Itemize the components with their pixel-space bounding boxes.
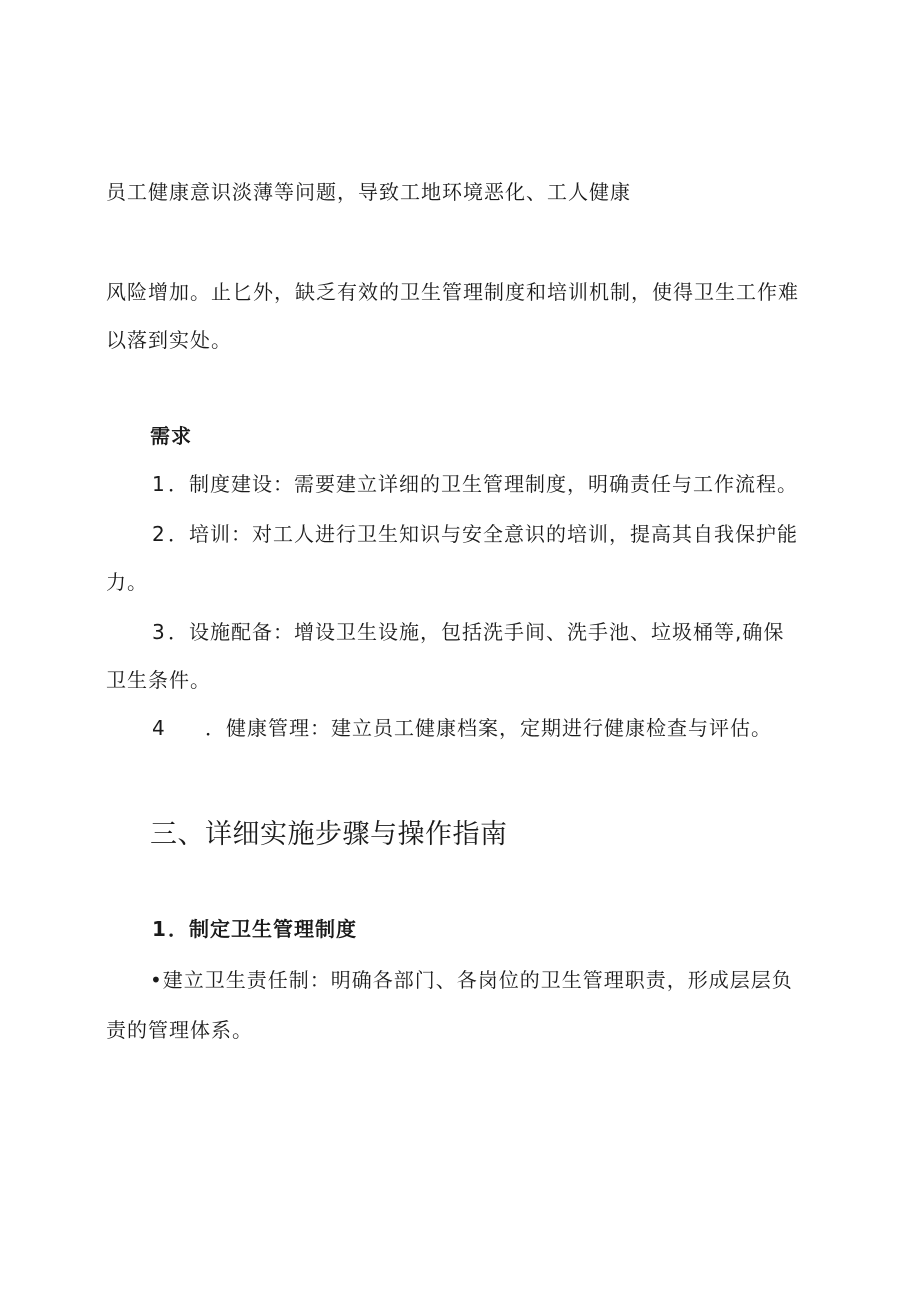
needs-item-1-number: 1 bbox=[152, 472, 166, 496]
needs-item-2-text-line-2: 力。 bbox=[106, 570, 148, 594]
bullet-line-2: 责的管理体系。 bbox=[106, 1018, 253, 1042]
subsection-1-number: 1 bbox=[152, 917, 167, 941]
subsection-1-title: ．制定卫生管理制度 bbox=[168, 917, 357, 941]
needs-item-4-number: 4 bbox=[152, 716, 166, 740]
section-three-heading: 三、详细实施步骤与操作指南 bbox=[150, 819, 508, 850]
needs-item-3-text-line-2: 卫生条件。 bbox=[106, 668, 211, 692]
needs-item-2-text-line-1: ．培训：对工人进行卫生知识与安全意识的培训，提高其自我保护能 bbox=[168, 522, 798, 546]
needs-item-1-text: ．制度建设：需要建立详细的卫生管理制度，明确责任与工作流程。 bbox=[168, 472, 798, 496]
needs-item-2-number: 2 bbox=[152, 522, 166, 546]
needs-item-4-text: ．健康管理：建立员工健康档案，定期进行健康检查与评估。 bbox=[205, 716, 772, 740]
needs-item-3-text-line-1: ．设施配备：增设卫生设施，包括洗手间、洗手池、垃圾桶等,确保 bbox=[168, 620, 785, 644]
intro-line-3: 以落到实处。 bbox=[106, 328, 232, 352]
intro-line-1: 员工健康意识淡薄等问题，导致工地环境恶化、工人健康 bbox=[106, 180, 631, 204]
bullet-line-1: •建立卫生责任制：明确各部门、各岗位的卫生管理职责，形成层层负 bbox=[150, 968, 793, 992]
needs-item-3-number: 3 bbox=[152, 620, 166, 644]
intro-line-2: 风险增加。止匕外，缺乏有效的卫生管理制度和培训机制，使得卫生工作难 bbox=[106, 280, 799, 304]
needs-heading: 需求 bbox=[150, 424, 192, 448]
